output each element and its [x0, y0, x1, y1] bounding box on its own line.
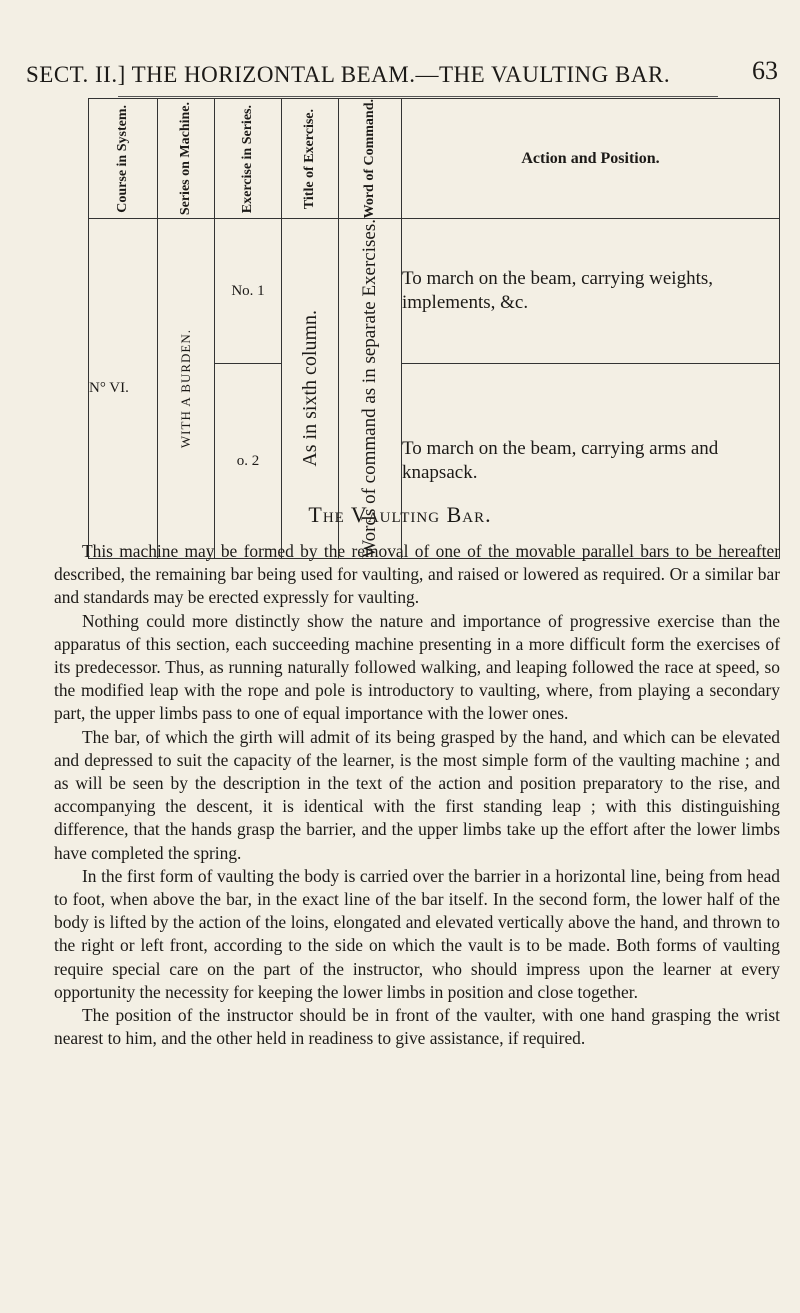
header-course-label: Course in System. [114, 104, 130, 213]
series-label: WITH A BURDEN. [177, 329, 193, 449]
action-cell: To march on the beam, carrying arms and knapsack. [402, 364, 780, 559]
action-cell: To march on the beam, carrying weights, implements, &c. [402, 219, 780, 364]
body-text [54, 540, 780, 1050]
section-title-text: The Vaulting Bar. [308, 502, 492, 527]
header-course [89, 99, 158, 219]
paragraph: The position of the instructor should be in front of the vaulter, with one hand grasping the wrist nearest to him, and the other held in readiness to give assistance, if required. [54, 1005, 780, 1049]
course-cell: N° VI. [89, 219, 158, 559]
word-label: Words of command as in separate Exercises. [359, 219, 381, 559]
running-head-title: SECT. II.] THE HORIZONTAL BEAM.—THE VAULTING BAR. [26, 62, 671, 87]
header-rule [118, 96, 718, 97]
table-row [89, 219, 780, 364]
header-series [158, 99, 215, 219]
header-action: Action and Position. [402, 99, 780, 219]
exercise-no-cell: o. 2 [215, 364, 282, 559]
header-word [339, 99, 402, 219]
section-title [0, 502, 800, 528]
paragraph: In the first form of vaulting the body is carried over the barrier in a horizontal line, being from head to foot, when above the bar, in the exact line of the bar itself. In the second form, the lower half of the body is lifted by the action of the loins, elongated and elevated vertically above the hand, and thrown to the right or left front, according to the side on which the vault is to be made. Both forms of vaulting require special care on the part of the instructor, who should impress upon the learner at every opportunity the necessity for keeping the lower limbs in position and close together. [54, 865, 780, 1002]
header-series-label: Series on Machine. [177, 102, 193, 216]
exercise-no-cell: No. 1 [215, 219, 282, 364]
header-title [282, 99, 339, 219]
running-head [26, 52, 778, 92]
header-exercise-no-label: Exercise in Series. [239, 104, 255, 213]
paragraph: Nothing could more distinctly show the nature and importance of progressive exercise than the apparatus of this section, each succeeding machine presenting in a more difficult form the exercises of its predecessor. Thus, as running naturally followed walking, and leaping followed the race at speed, so the modified leap with the rope and pole is introductory to vaulting, where, from playing a secondary part, the upper limbs pass to one of equal importance with the lower ones. [54, 610, 780, 724]
header-title-label: Title of Exercise. [301, 108, 317, 209]
header-word-label: Word of Command. [361, 99, 377, 219]
header-exercise-no [215, 99, 282, 219]
page-number: 63 [752, 56, 778, 85]
paragraph: The bar, of which the girth will admit of its being grasped by the hand, and which can be elevated and depressed to suit the capacity of the learner, is the most simple form of the vaulting machine ; and as will be seen by the description in the text of the action and position preparatory to the rise, and accompanying the descent, it is identical with the first standing leap ; with this distinguishing difference, that the hands grasp the barrier, and the upper limbs take up the effort after the lower limbs have completed the spring. [54, 726, 780, 863]
paragraph: This machine may be formed by the removal of one of the movable parallel bars to be hereafter described, the remaining bar being used for vaulting, and raised or lowered as required. Or a similar bar and standards may be erected expressly for vaulting. [54, 541, 780, 608]
table-header-row [89, 99, 780, 219]
title-label: As in sixth column. [298, 310, 321, 468]
